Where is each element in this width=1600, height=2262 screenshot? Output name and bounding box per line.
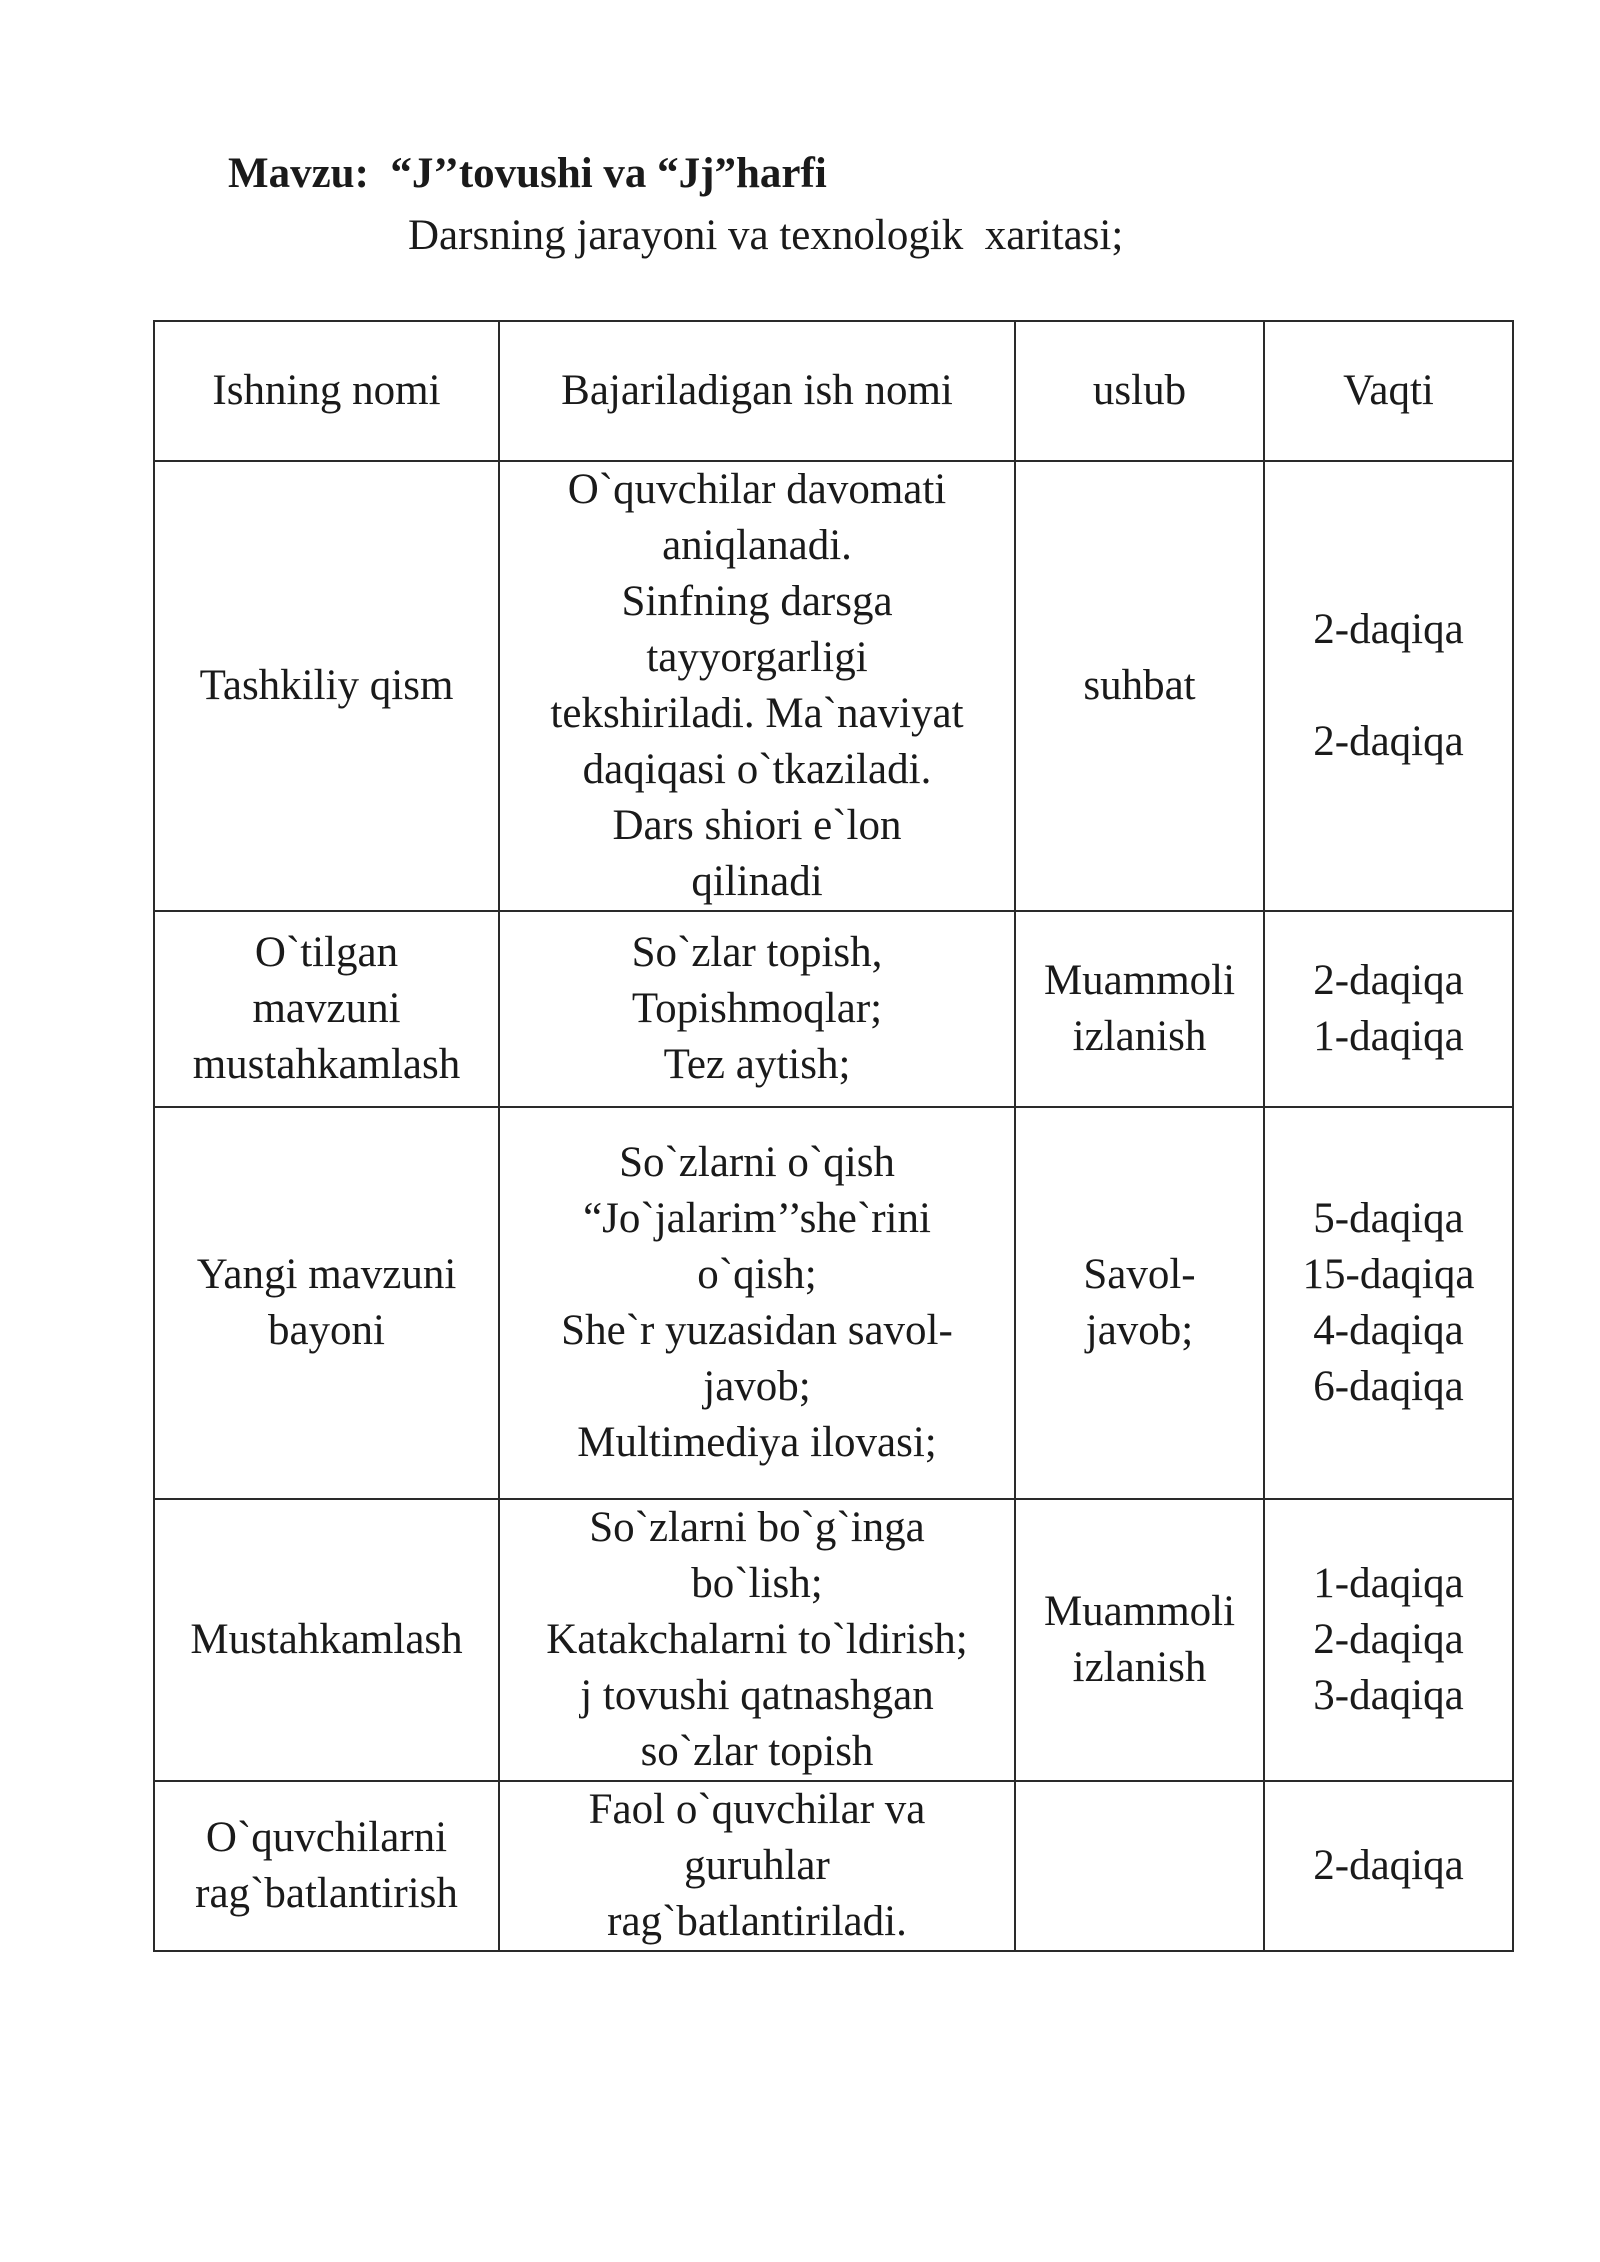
method-cell xyxy=(1015,461,1264,911)
cell-text-line: 5-daqiqa xyxy=(1313,1195,1464,1242)
cell-text-line: izlanish xyxy=(1072,1013,1207,1060)
cell-text-line: mustahkamlash xyxy=(192,1041,461,1088)
document-title: Mavzu: “J’’tovushi va “Jj”harfi xyxy=(228,150,827,197)
cell-text-line: bo`lish; xyxy=(691,1560,823,1607)
cell-text-line: Muammoli xyxy=(1043,957,1236,1004)
cell-text-line: Yangi mavzuni xyxy=(196,1251,457,1298)
cell-text-line: 1-daqiqa xyxy=(1313,1560,1464,1607)
table-header-row xyxy=(154,321,1513,461)
header-time: Vaqti xyxy=(1264,321,1513,461)
cell-text-line: She`r yuzasidan savol- xyxy=(561,1307,953,1354)
cell-text-line: rag`batlantirish xyxy=(195,1870,458,1917)
cell-text-line: 1-daqiqa xyxy=(1313,1013,1464,1060)
cell-text-line: Tez aytish; xyxy=(663,1041,851,1088)
cell-text-line: 2-daqiqa xyxy=(1313,718,1464,765)
method-cell xyxy=(1015,911,1264,1107)
cell-text-line: Topishmoqlar; xyxy=(631,985,883,1032)
cell-text-line: Sinfning darsga xyxy=(621,578,893,625)
cell-text-line: tayyorgarligi xyxy=(646,634,868,681)
lesson-plan-table xyxy=(153,320,1514,1952)
time-cell xyxy=(1264,911,1513,1107)
cell-text-line: 4-daqiqa xyxy=(1313,1307,1464,1354)
cell-text-line: Savol- xyxy=(1083,1251,1196,1298)
cell-text-line: rag`batlantiriladi. xyxy=(607,1898,907,1945)
cell-text-line xyxy=(1275,658,1502,714)
cell-text-line: 2-daqiqa xyxy=(1313,606,1464,653)
table-row xyxy=(154,1107,1513,1499)
cell-text-line: Katakchalarni to`ldirish; xyxy=(546,1616,968,1663)
tasks-cell xyxy=(499,461,1015,911)
table-row xyxy=(154,1781,1513,1951)
cell-text-line: daqiqasi o`tkaziladi. xyxy=(582,746,932,793)
cell-text-line: O`quvchilarni xyxy=(205,1814,448,1861)
cell-text-line: bayoni xyxy=(267,1307,386,1354)
table-row xyxy=(154,461,1513,911)
method-cell xyxy=(1015,1107,1264,1499)
cell-text-line: 2-daqiqa xyxy=(1313,1616,1464,1663)
table-row xyxy=(154,911,1513,1107)
cell-text-line: Multimediya ilovasi; xyxy=(577,1419,937,1466)
method-cell xyxy=(1015,1781,1264,1951)
cell-text-line: so`zlar topish xyxy=(640,1728,874,1775)
cell-text-line: tekshiriladi. Ma`naviyat xyxy=(550,690,964,737)
cell-text-line: Mustahkamlash xyxy=(190,1616,463,1663)
table-row xyxy=(154,1499,1513,1781)
cell-text-line: O`tilgan xyxy=(254,929,399,976)
document-subtitle: Darsning jarayoni va texnologik xaritasi; xyxy=(408,212,1124,259)
header-stage: Ishning nomi xyxy=(154,321,499,461)
tasks-cell xyxy=(499,1107,1015,1499)
cell-text-line: “Jo`jalarim’’she`rini xyxy=(583,1195,931,1242)
cell-text-line: So`zlar topish, xyxy=(631,929,883,976)
method-cell xyxy=(1015,1499,1264,1781)
tasks-cell xyxy=(499,1781,1015,1951)
cell-text-line: aniqlanadi. xyxy=(662,522,852,569)
cell-text-line: Dars shiori e`lon xyxy=(612,802,902,849)
tasks-cell xyxy=(499,911,1015,1107)
time-cell xyxy=(1264,1781,1513,1951)
cell-text-line: So`zlarni bo`g`inga xyxy=(589,1504,925,1551)
time-cell xyxy=(1264,1499,1513,1781)
stage-cell xyxy=(154,911,499,1107)
cell-text-line: Muammoli xyxy=(1043,1588,1236,1635)
cell-text-line: j tovushi qatnashgan xyxy=(580,1672,934,1719)
stage-cell xyxy=(154,461,499,911)
stage-cell xyxy=(154,1499,499,1781)
cell-text-line: o`qish; xyxy=(697,1251,817,1298)
cell-text-line: Tashkiliy qism xyxy=(199,662,454,709)
cell-text-line: javob; xyxy=(703,1363,811,1410)
tasks-cell xyxy=(499,1499,1015,1781)
header-method: uslub xyxy=(1015,321,1264,461)
cell-text-line: qilinadi xyxy=(691,858,823,905)
time-cell xyxy=(1264,1107,1513,1499)
cell-text-line: suhbat xyxy=(1083,662,1196,709)
header-tasks: Bajariladigan ish nomi xyxy=(499,321,1015,461)
cell-text-line: izlanish xyxy=(1072,1644,1207,1691)
cell-text-line: O`quvchilar davomati xyxy=(567,466,947,513)
cell-text-line: 3-daqiqa xyxy=(1313,1672,1464,1719)
stage-cell xyxy=(154,1107,499,1499)
cell-text-line: guruhlar xyxy=(684,1842,830,1889)
cell-text-line: So`zlarni o`qish xyxy=(619,1139,895,1186)
time-cell xyxy=(1264,461,1513,911)
cell-text-line: 15-daqiqa xyxy=(1302,1251,1475,1298)
cell-text-line: 2-daqiqa xyxy=(1313,1842,1464,1889)
cell-text-line: mavzuni xyxy=(252,985,401,1032)
cell-text-line: Faol o`quvchilar va xyxy=(588,1786,926,1833)
stage-cell xyxy=(154,1781,499,1951)
cell-text-line: 6-daqiqa xyxy=(1313,1363,1464,1410)
cell-text-line: javob; xyxy=(1085,1307,1194,1354)
cell-text-line: 2-daqiqa xyxy=(1313,957,1464,1004)
